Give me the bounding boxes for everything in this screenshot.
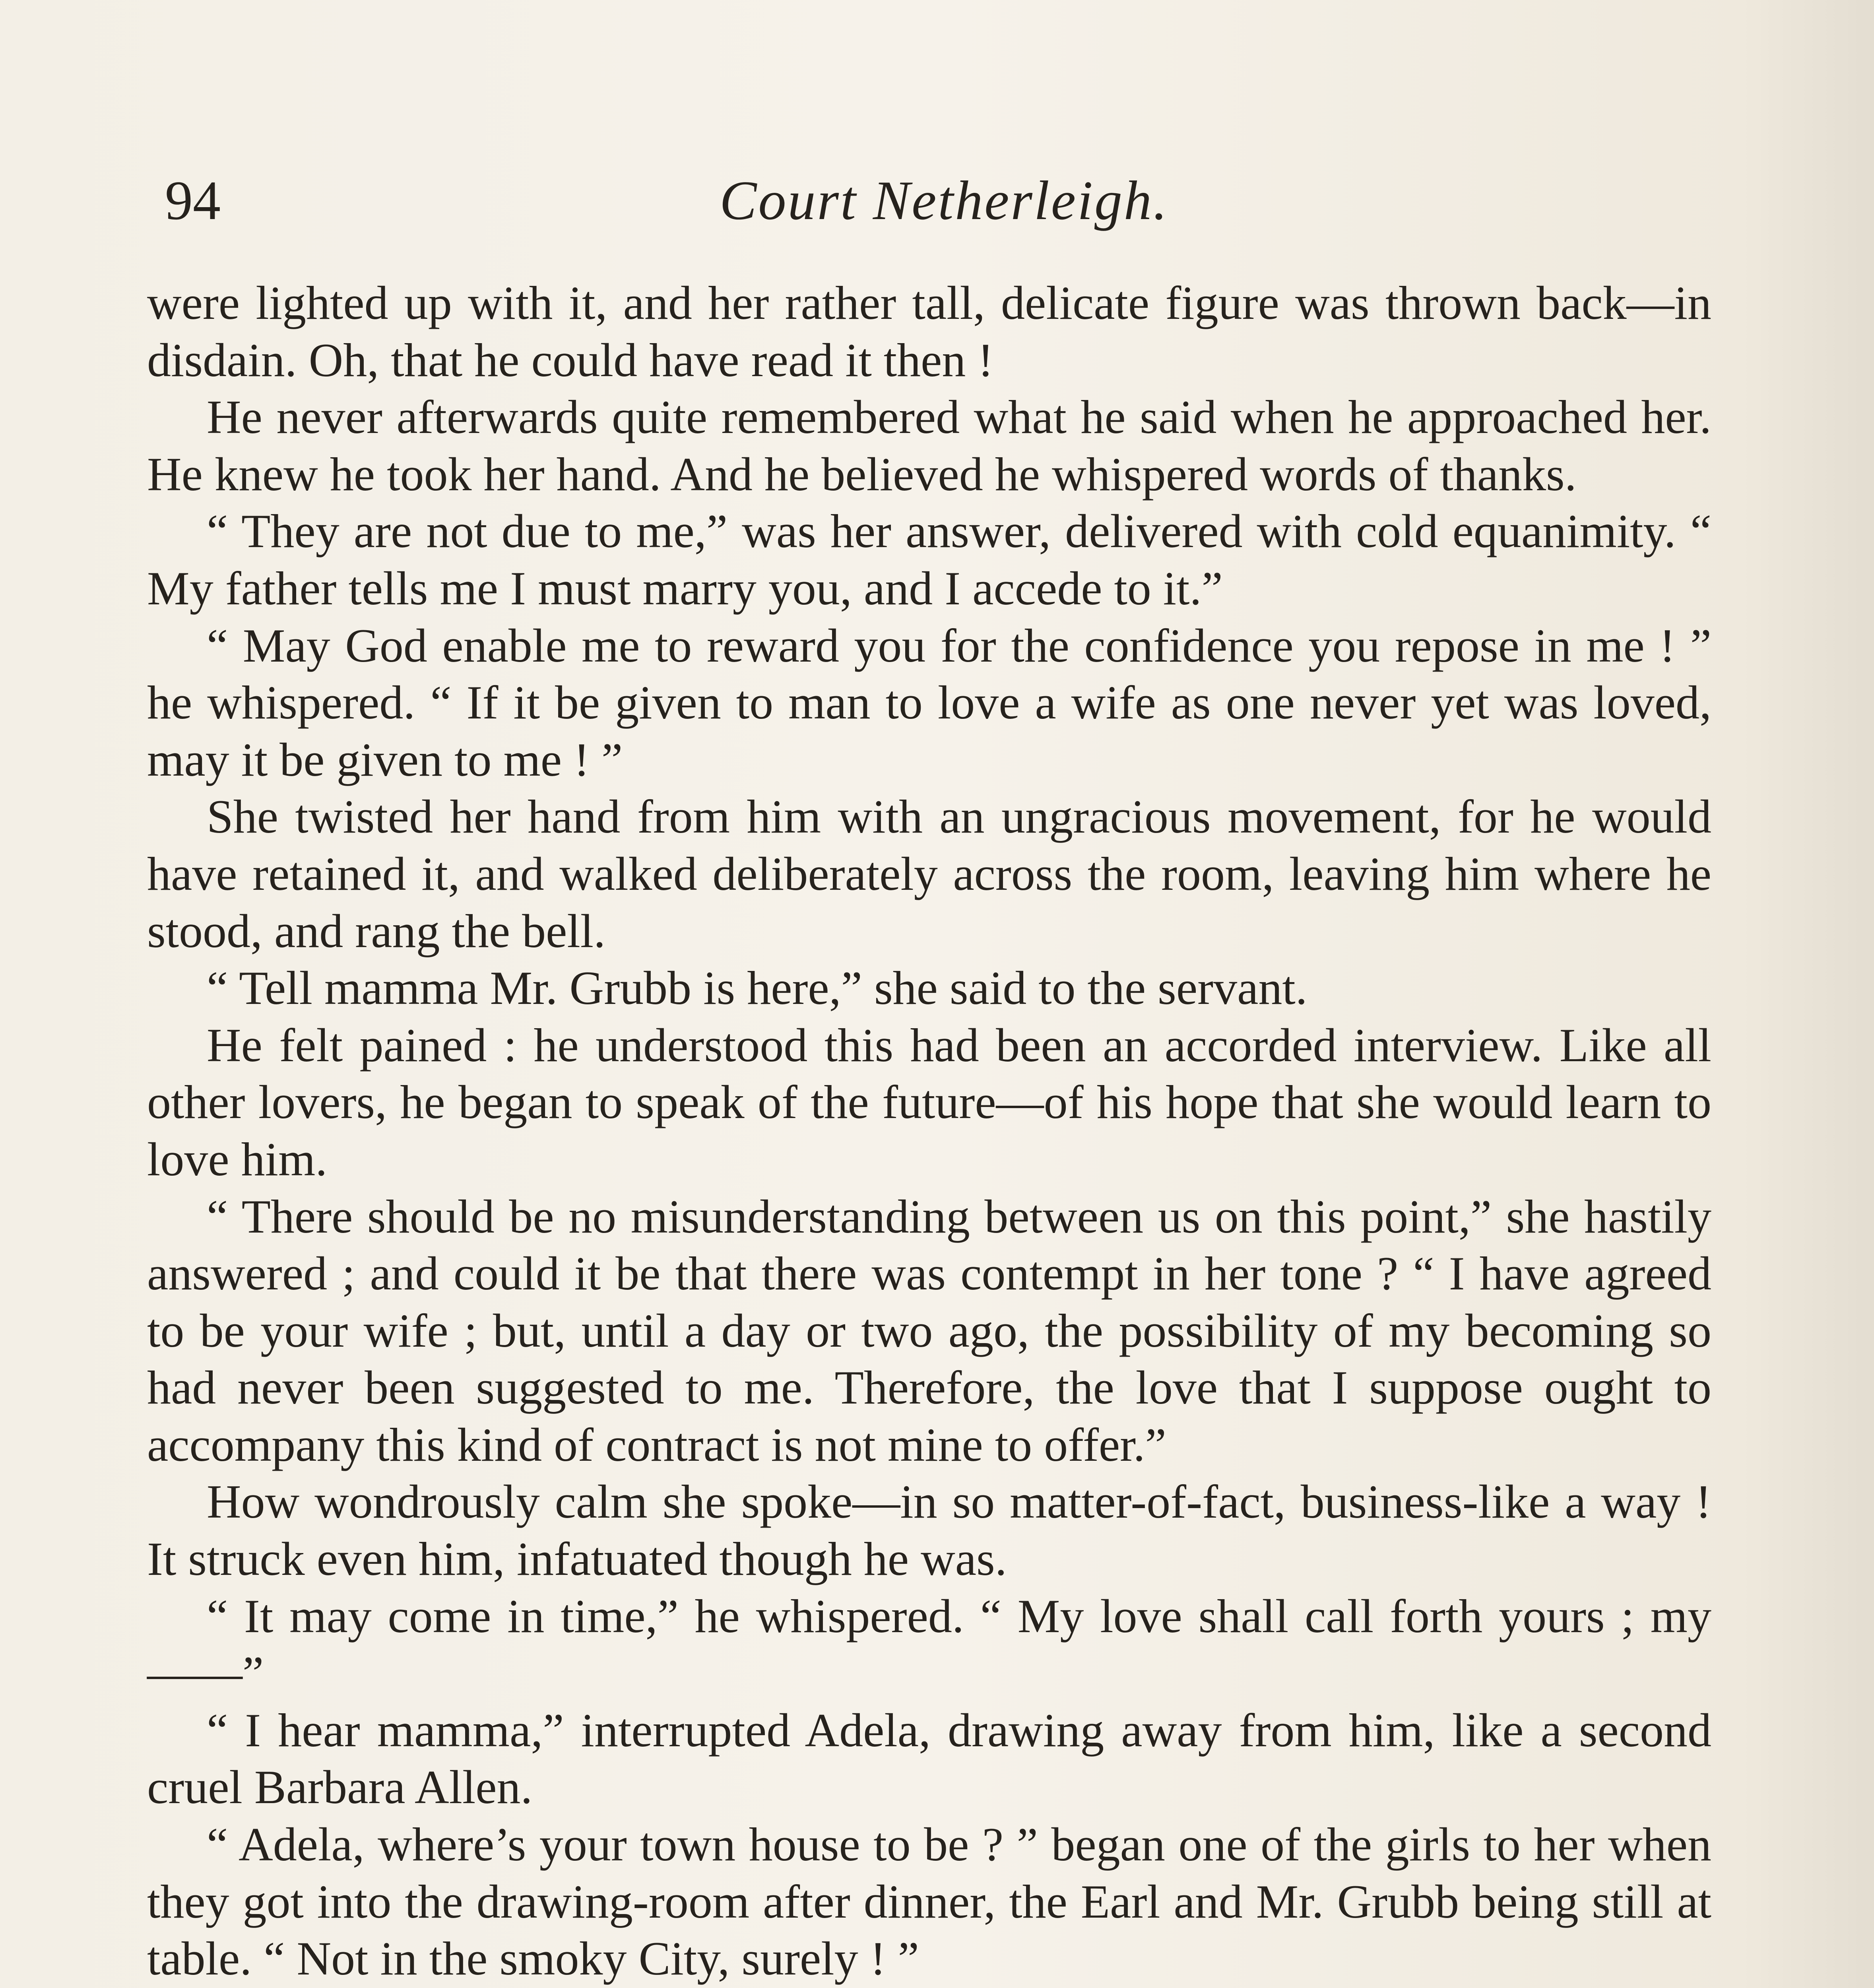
paragraph: “ They are not due to me,” was her answer, delivered with cold equanimity. “ My father tells me I must marry you, and I accede to it.” — [147, 505, 1711, 615]
paragraph: “ May God enable me to reward you for the confidence you repose in me ! ” he whispered. “ If it be given to man to love a wife as one never yet was loved, may it be given to me ! ” — [147, 619, 1711, 786]
paragraph: were lighted up with it, and her rather tall, delicate figure was thrown back—in disdain. Oh, that he could have read it then ! — [147, 276, 1711, 386]
paragraph: “ Tell mamma Mr. Grubb is here,” she said to the servant. — [207, 961, 1308, 1015]
paragraph: She twisted her hand from him with an ungracious movement, for he would have retained it, and walked deliberately across the room, leaving him where he stood, and rang the bell. — [147, 790, 1711, 957]
paragraph: “ It may come in time,” he whispered. “ My love shall call forth yours ; my ——” — [147, 1589, 1711, 1700]
paragraph: He never afterwards quite remembered what he said when he approached her. He knew he took her hand. And he believed he whispered words of thanks. — [147, 390, 1711, 501]
page-header — [165, 157, 1723, 237]
paragraph: “ Adela, where’s your town house to be ? ” began one of the girls to her when they got into the drawing-room after dinner, the Earl and Mr. Grubb being still at table. “ Not in the smoky City, surely ! ” — [147, 1818, 1711, 1985]
body-text — [147, 274, 1711, 1988]
page-number: 94 — [165, 170, 221, 231]
paragraph: How wondrously calm she spoke—in so matter-of-fact, business-like a way ! It struck even him, infatuated though he was. — [147, 1475, 1711, 1586]
paragraph: He felt pained : he understood this had been an accorded interview. Like all other lovers, he began to speak of the future—of his hope that she would learn to love him. — [147, 1018, 1711, 1186]
running-title: Court Netherleigh. — [720, 170, 1169, 231]
paragraph: “ There should be no misunderstanding between us on this point,” she hastily answered ; and could it be that there was contempt in her tone ? “ I have agreed to be your wife ; but, until a day or two ago, the possibility of my becoming so had never been suggested to me. Therefore, the love that I suppose ought to accompany this kind of contract is not mine to offer.” — [147, 1190, 1711, 1471]
paragraph: “ I hear mamma,” interrupted Adela, drawing away from him, like a second cruel Barbara Allen. — [147, 1703, 1711, 1814]
